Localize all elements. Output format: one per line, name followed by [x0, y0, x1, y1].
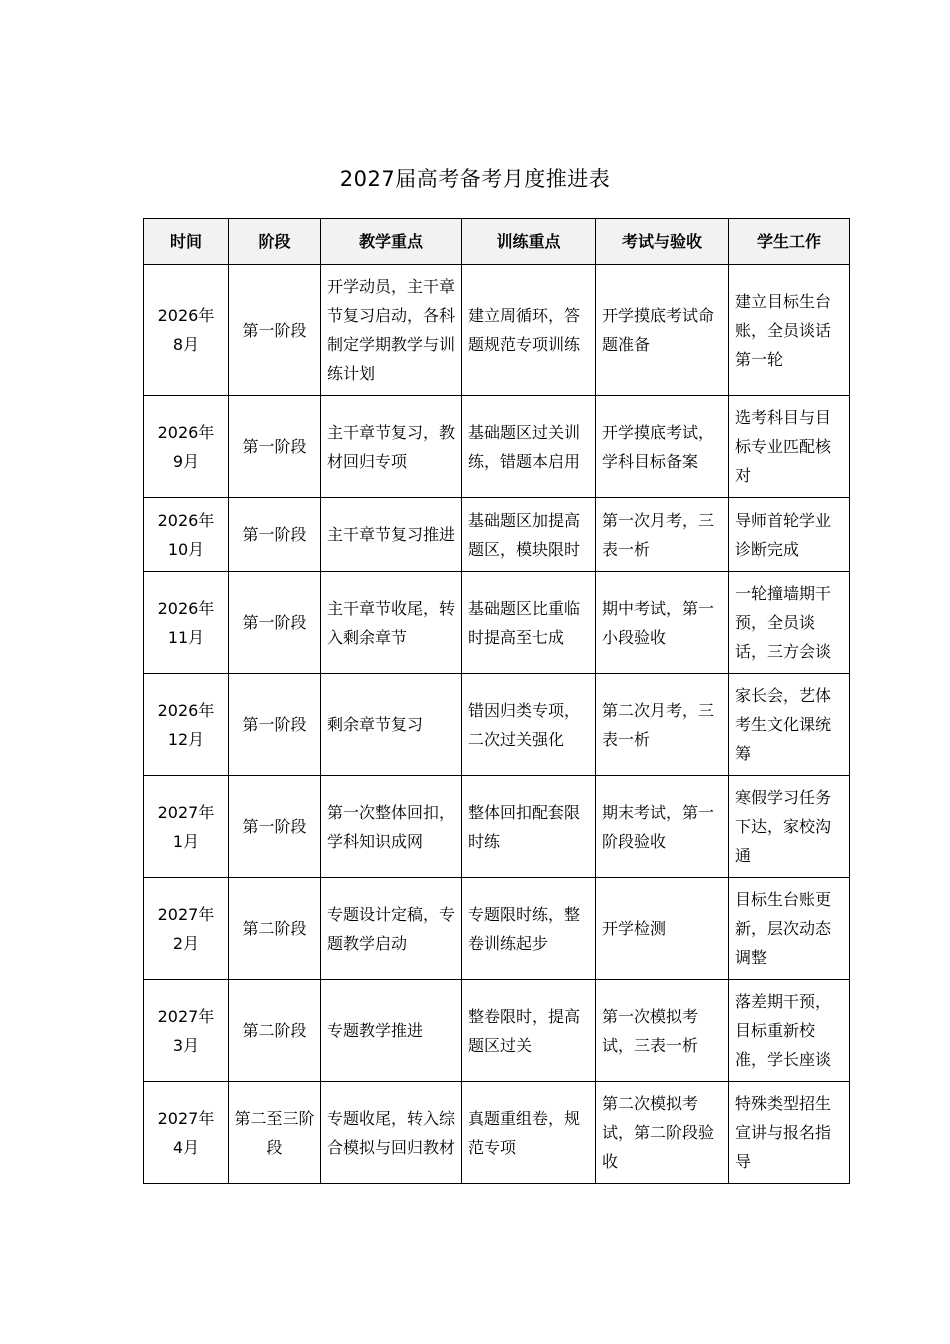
cell-time	[144, 980, 229, 1082]
cell-student-work: 建立目标生台账，全员谈话第一轮	[729, 265, 850, 396]
cell-training-focus: 整体回扣配套限时练	[462, 776, 596, 878]
header-exam-acceptance: 考试与验收	[596, 219, 729, 265]
cell-stage: 第一阶段	[229, 674, 321, 776]
cell-training-focus: 基础题区加提高题区，模块限时	[462, 498, 596, 572]
table-row	[144, 980, 850, 1082]
time-year: 2026年	[157, 306, 215, 325]
cell-training-focus: 专题限时练，整卷训练起步	[462, 878, 596, 980]
table-row	[144, 396, 850, 498]
cell-teaching-focus: 主干章节复习，教材回归专项	[321, 396, 462, 498]
cell-student-work: 导师首轮学业诊断完成	[729, 498, 850, 572]
cell-teaching-focus: 主干章节复习推进	[321, 498, 462, 572]
time-year: 2027年	[157, 802, 215, 822]
cell-student-work: 家长会，艺体考生文化课统筹	[729, 674, 850, 776]
table-row	[144, 1082, 850, 1184]
table-row	[144, 498, 850, 572]
cell-student-work: 特殊类型招生宣讲与报名指导	[729, 1082, 850, 1184]
cell-training-focus: 错因归类专项，二次过关强化	[462, 674, 596, 776]
cell-time	[144, 878, 229, 980]
header-student-work: 学生工作	[729, 219, 850, 265]
time-month: 8月	[172, 335, 200, 354]
cell-exam-acceptance: 期中考试，第一小段验收	[596, 572, 729, 674]
time-month: 4月	[172, 1137, 200, 1157]
cell-training-focus: 基础题区过关训练，错题本启用	[462, 396, 596, 498]
cell-teaching-focus: 开学动员，主干章节复习启动，各科制定学期教学与训练计划	[321, 265, 462, 396]
cell-teaching-focus: 主干章节收尾，转入剩余章节	[321, 572, 462, 674]
time-month: 10月	[167, 539, 205, 559]
cell-stage: 第一阶段	[229, 498, 321, 572]
table-header-row	[144, 219, 850, 265]
cell-stage: 第一阶段	[229, 572, 321, 674]
cell-training-focus: 建立周循环，答题规范专项训练	[462, 265, 596, 396]
cell-student-work: 落差期干预，目标重新校准，学长座谈	[729, 980, 850, 1082]
cell-exam-acceptance: 第一次模拟考试，三表一析	[596, 980, 729, 1082]
time-month: 11月	[167, 627, 205, 647]
cell-teaching-focus: 专题教学推进	[321, 980, 462, 1082]
header-training-focus: 训练重点	[462, 219, 596, 265]
cell-stage: 第二阶段	[229, 980, 321, 1082]
header-teaching-focus: 教学重点	[321, 219, 462, 265]
cell-teaching-focus: 剩余章节复习	[321, 674, 462, 776]
time-year: 2027年	[157, 904, 215, 924]
cell-student-work: 目标生台账更新，层次动态调整	[729, 878, 850, 980]
cell-teaching-focus: 第一次整体回扣，学科知识成网	[321, 776, 462, 878]
cell-exam-acceptance: 开学检测	[596, 878, 729, 980]
cell-time	[144, 776, 229, 878]
cell-training-focus: 整卷限时，提高题区过关	[462, 980, 596, 1082]
table-row	[144, 674, 850, 776]
cell-teaching-focus: 专题收尾，转入综合模拟与回归教材	[321, 1082, 462, 1184]
time-year: 2027年	[157, 1108, 215, 1128]
page-title: 2027届高考备考月度推进表	[339, 167, 611, 191]
time-month: 9月	[172, 451, 200, 471]
schedule-table	[143, 218, 850, 1184]
time-month: 12月	[167, 729, 205, 749]
cell-time	[144, 498, 229, 572]
cell-exam-acceptance: 第一次月考，三表一析	[596, 498, 729, 572]
cell-exam-acceptance: 第二次模拟考试，第二阶段验收	[596, 1082, 729, 1184]
time-month: 1月	[172, 831, 200, 851]
cell-stage: 第一阶段	[229, 265, 321, 396]
cell-stage: 第一阶段	[229, 396, 321, 498]
cell-exam-acceptance: 第二次月考，三表一析	[596, 674, 729, 776]
cell-exam-acceptance: 期末考试，第一阶段验收	[596, 776, 729, 878]
cell-stage: 第二至三阶段	[229, 1082, 321, 1184]
cell-teaching-focus: 专题设计定稿，专题教学启动	[321, 878, 462, 980]
time-month: 2月	[172, 933, 200, 953]
cell-student-work: 寒假学习任务下达，家校沟通	[729, 776, 850, 878]
cell-time	[144, 674, 229, 776]
table-row	[144, 776, 850, 878]
cell-training-focus: 真题重组卷，规范专项	[462, 1082, 596, 1184]
header-stage: 阶段	[229, 219, 321, 265]
table-row	[144, 265, 850, 396]
header-time: 时间	[144, 219, 229, 265]
cell-student-work: 选考科目与目标专业匹配核对	[729, 396, 850, 498]
cell-exam-acceptance: 开学摸底考试命题准备	[596, 265, 729, 396]
time-year: 2027年	[157, 1006, 215, 1026]
time-year: 2026年	[157, 598, 215, 618]
cell-time	[144, 572, 229, 674]
time-year: 2026年	[157, 422, 215, 442]
table-row	[144, 878, 850, 980]
cell-student-work: 一轮撞墙期干预，全员谈话，三方会谈	[729, 572, 850, 674]
cell-stage: 第一阶段	[229, 776, 321, 878]
cell-training-focus: 基础题区比重临时提高至七成	[462, 572, 596, 674]
cell-time	[144, 396, 229, 498]
table-row	[144, 572, 850, 674]
cell-time	[144, 265, 229, 396]
cell-time	[144, 1082, 229, 1184]
cell-exam-acceptance: 开学摸底考试，学科目标备案	[596, 396, 729, 498]
cell-stage: 第二阶段	[229, 878, 321, 980]
time-year: 2026年	[157, 700, 215, 720]
time-year: 2026年	[157, 510, 215, 530]
time-month: 3月	[172, 1035, 200, 1055]
